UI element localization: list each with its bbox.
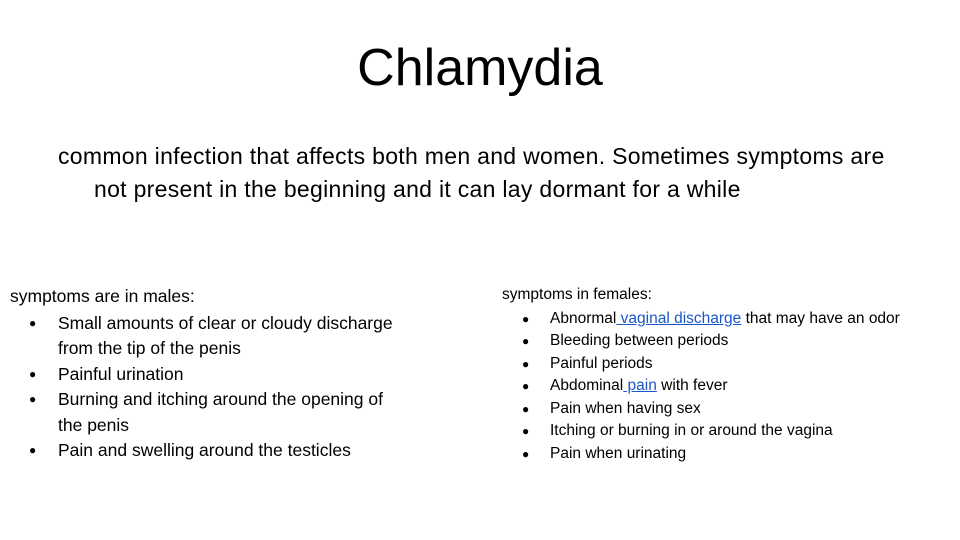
male-symptoms-heading: symptoms are in males: [10,286,195,306]
male-symptoms-section [10,284,410,464]
female-symptoms-heading: symptoms in females: [502,286,652,303]
list-item-text: Pain when having sex [550,399,701,417]
female-symptoms-list [502,308,922,466]
bullet-icon: ● [522,379,530,393]
list-item-text: with fever [656,377,728,394]
list-item-text: Painful periods [550,354,653,372]
list-item [502,375,922,398]
list-item [10,362,410,388]
list-item [502,420,922,443]
male-symptoms-list [10,311,410,464]
list-item-text: Pain when urinating [550,444,687,462]
list-item [502,398,922,421]
list-item [502,330,922,353]
vaginal-discharge-link[interactable]: vaginal discharge [616,309,742,327]
bullet-icon: ● [29,392,37,406]
list-item [10,387,410,438]
bullet-icon: ● [522,356,530,371]
bullet-icon: ● [29,315,37,330]
list-item [502,443,922,466]
female-symptoms-section [502,284,922,465]
list-item-text: that may have an odor [741,309,900,327]
bullet-icon: ● [522,446,530,461]
list-item-text: Painful urination [58,363,184,384]
bullet-icon: ● [522,424,530,438]
list-item [502,353,922,376]
list-item-text: Small amounts of clear or cloudy discharge from the tip of the penis [58,312,393,358]
list-item-text: Itching or burning in or around the vagina [550,422,833,439]
bullet-icon: ● [522,311,530,326]
list-item-text: Bleeding between periods [550,332,729,349]
bullet-icon: ● [522,401,530,416]
list-item-text: Burning and itching around the opening of the penis [58,389,383,435]
bullet-icon: ● [29,443,37,457]
list-item-text: Pain and swelling around the testicles [58,440,351,460]
list-item [10,438,410,464]
slide-title: Chlamydia [357,39,603,97]
list-item-text: Abdominal [550,377,624,394]
bullet-icon: ● [29,366,37,381]
list-item [10,311,410,362]
pain-link[interactable]: pain [623,377,657,394]
list-item [502,308,922,331]
intro-paragraph: common infection that affects both men and women. Sometimes symptoms are not present in the beginning and it can lay dormant for a while [58,143,885,202]
bullet-icon: ● [522,334,530,348]
list-item-text: Abnormal [550,309,617,327]
